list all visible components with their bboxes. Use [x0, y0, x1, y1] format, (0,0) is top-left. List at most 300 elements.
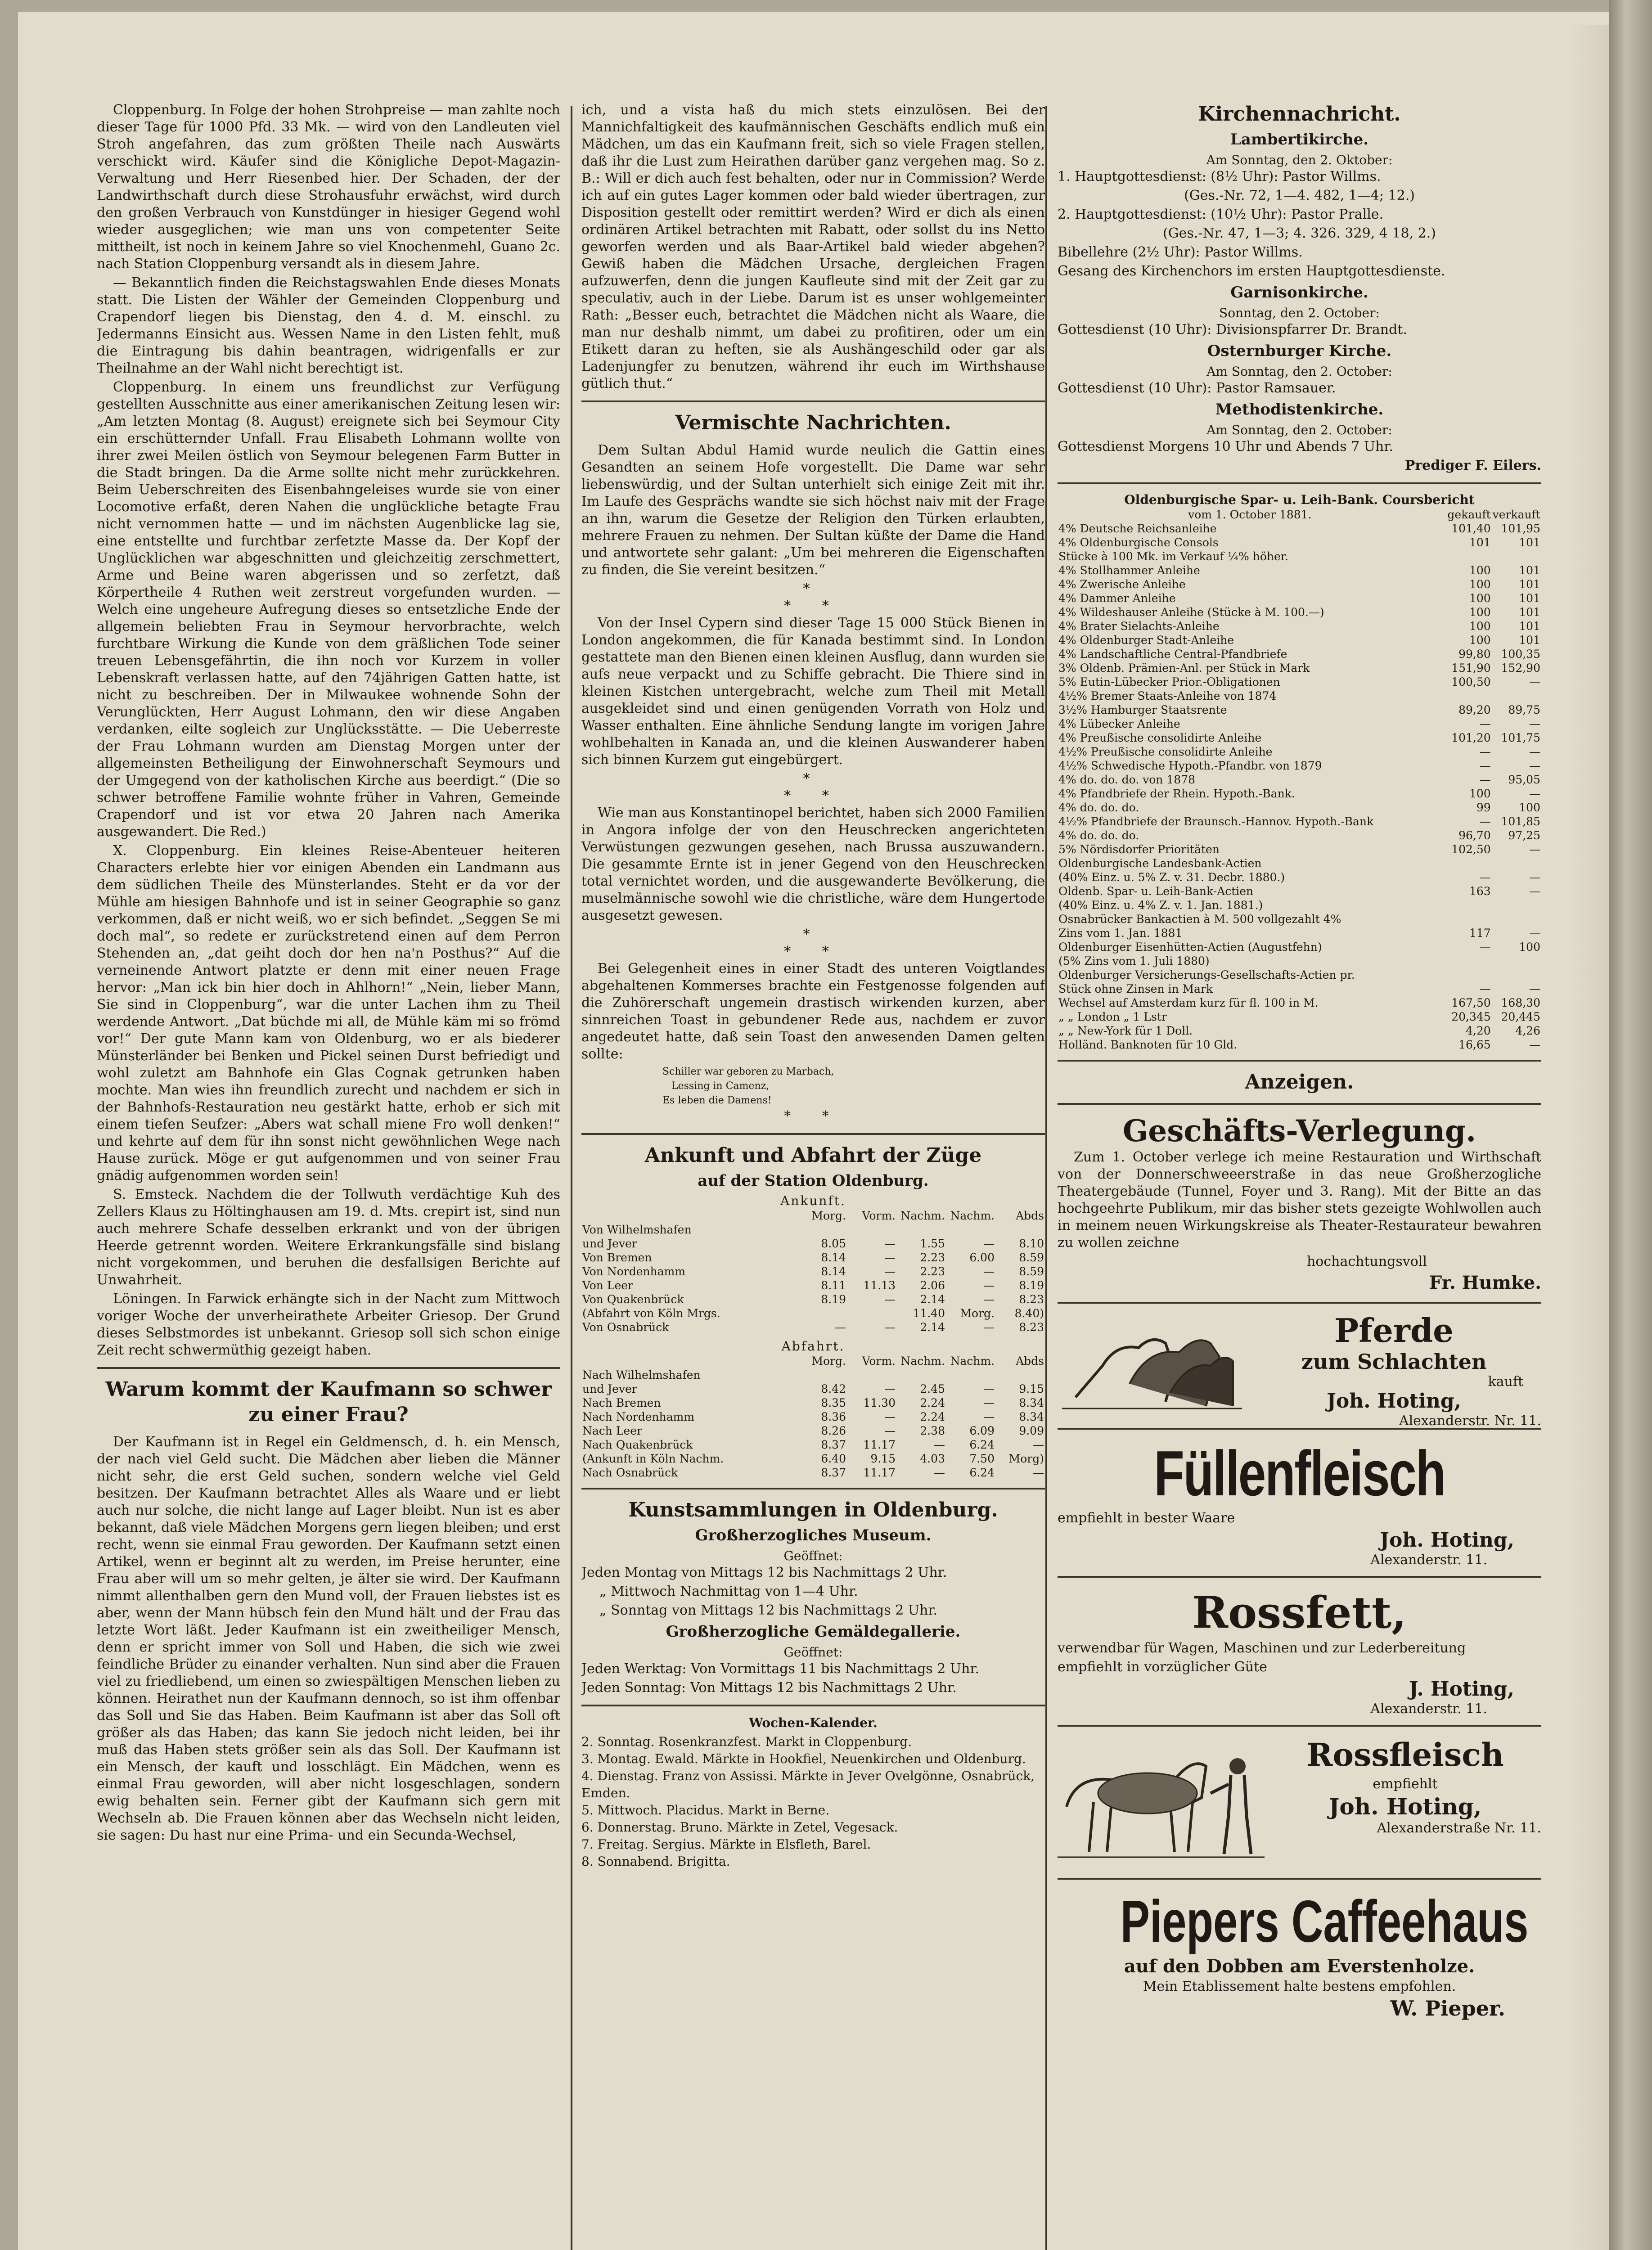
timetable-subtitle: auf der Station Oldenburg.	[698, 1172, 929, 1190]
row-label: Stück ohne Zinsen in Mark	[1058, 982, 1213, 995]
row-value: —	[884, 1251, 896, 1264]
church-date: Am Sonntag, den 2. Oktober:	[1206, 153, 1393, 167]
row-value: 2.14	[920, 1321, 945, 1334]
ad-signature: Joh. Hoting,	[1328, 1793, 1482, 1820]
row-label: Zins vom 1. Jan. 1881	[1058, 927, 1183, 940]
ad-signature: Joh. Hoting,	[1380, 1529, 1514, 1552]
row-value: Morg)	[1008, 1452, 1044, 1465]
row-value: 100	[1519, 801, 1540, 814]
column-header: Abds	[1016, 1209, 1044, 1222]
row-value: 168,30	[1501, 996, 1540, 1009]
row-label: 4% do. do. do. von 1878	[1058, 773, 1195, 786]
service-line: Gottesdienst Morgens 10 Uhr und Abends 7 Uhr.	[1058, 439, 1393, 454]
row-value: —	[835, 1321, 846, 1334]
church-date: Am Sonntag, den 2. October:	[1206, 423, 1392, 437]
section-divider	[1058, 1103, 1541, 1105]
heading-kaufmann: Warum kommt der Kaufmann so schwer zu einer Frau?	[105, 1378, 552, 1426]
column-rule-2	[1045, 106, 1047, 2250]
row-value: 100	[1469, 620, 1491, 633]
row-label: Von Quakenbrück	[582, 1293, 684, 1306]
row-value: 6.24	[969, 1466, 995, 1479]
article-sultan: Dem Sultan Abdul Hamid wurde neulich die Gattin eines Gesandten an seinem Hofe vorgestellt. Die Dame war sehr liebenswürdig, und der Sultan unterhielt sich einige Zeit mit ihr. Im Laufe des Gesprächs wandte sie sich höchst naiv mit der Frage an ihn, warum die Gesetze der Religion den Türken erlaubten, mehrere Frauen zu nehmen. Der Sultan küßte der Dame die Hand und antwortete sehr galant: „Um bei mehreren die Eigenschaften zu finden, die Sie vereint besitzen.“	[581, 442, 1045, 578]
row-value: Morg.	[960, 1307, 995, 1320]
museum-hours-line: Jeden Montag von Mittags 12 bis Nachmittags 2 Uhr.	[581, 1565, 947, 1580]
row-value: —	[983, 1410, 995, 1423]
row-value: 8.10	[1019, 1237, 1044, 1250]
row-value: —	[1479, 759, 1491, 772]
row-value	[946, 1368, 995, 1382]
table-row	[1058, 773, 1541, 787]
row-value: 4,26	[1515, 1024, 1540, 1037]
ad-text: verwendbar für Wagen, Maschinen und zur Lederbereitung	[1058, 1640, 1466, 1656]
row-value: 101	[1519, 606, 1540, 619]
column-header: Nachm.	[900, 1354, 945, 1368]
row-value: 100	[1469, 606, 1491, 619]
table-row	[1058, 814, 1541, 828]
ad-text: kauft	[1488, 1374, 1523, 1390]
row-value: 2.24	[920, 1410, 945, 1423]
calendar-entry: 2. Sonntag. Rosenkranzfest. Markt in Cloppenburg.	[581, 1734, 912, 1749]
table-row	[1058, 689, 1541, 703]
row-value: 101,85	[1501, 815, 1540, 828]
row-value: 7.50	[969, 1452, 995, 1465]
church-name: Methodistenkirche.	[1215, 400, 1384, 418]
ad-fuellenfleisch	[1058, 1438, 1541, 1568]
column-header: Morg.	[811, 1209, 846, 1222]
table-row	[1058, 605, 1541, 619]
table-row	[581, 1452, 1045, 1466]
section-divider	[581, 1488, 1045, 1490]
row-value: 101,95	[1501, 522, 1540, 535]
museum-open-label: Geöffnet:	[783, 1548, 843, 1563]
museum-title: Kunstsammlungen in Oldenburg.	[628, 1498, 998, 1521]
gallery-heading: Großherzogliche Gemäldegallerie.	[666, 1623, 961, 1641]
table-row	[1058, 745, 1541, 759]
horses-illustration	[1062, 1316, 1242, 1415]
toast-poem	[662, 1065, 1045, 1108]
row-label: (40% Einz. u. 5% Z. v. 31. Decbr. 1880.)	[1058, 871, 1285, 884]
gallery-open-label: Geöffnet:	[783, 1645, 843, 1660]
row-value: 95,05	[1508, 773, 1540, 786]
row-value	[1492, 856, 1541, 870]
row-label: 4% do. do. do.	[1058, 801, 1139, 814]
section-divider	[1058, 1302, 1541, 1304]
gallery-hours-line: Jeden Sonntag: Von Mittags 12 bis Nachmittags 2 Uhr.	[581, 1680, 957, 1696]
row-value: 102,50	[1451, 843, 1491, 856]
column-header: Morg.	[811, 1354, 846, 1368]
table-row	[1058, 661, 1541, 675]
row-label: Oldenburgische Landesbank-Actien	[1058, 857, 1262, 870]
church-title: Kirchennachricht.	[1198, 103, 1401, 126]
ad-headline: Piepers Caffeehaus	[1120, 1888, 1529, 1954]
row-value: —	[1529, 675, 1540, 688]
service-line: Gottesdienst (10 Uhr): Divisionspfarrer Dr. Brandt.	[1058, 322, 1407, 338]
rates-rows	[1058, 522, 1541, 1052]
row-label: Nach Wilhelmshafen	[582, 1368, 701, 1382]
row-value: 101,20	[1451, 731, 1491, 744]
row-value: 2.45	[920, 1382, 945, 1395]
table-row	[1058, 801, 1541, 814]
row-value: —	[1479, 773, 1491, 786]
rates-title: Oldenburgische Spar- u. Leih-Bank. Coursbericht	[1124, 492, 1475, 507]
table-row	[1058, 884, 1541, 898]
row-value: 11.40	[913, 1307, 945, 1320]
departure-table	[581, 1354, 1045, 1480]
row-value: 101,75	[1501, 731, 1540, 744]
row-value	[995, 1223, 1045, 1237]
table-row	[1058, 842, 1541, 856]
row-value	[896, 1223, 946, 1237]
row-label: 4% Lübecker Anleihe	[1058, 717, 1180, 730]
row-value: 100	[1469, 787, 1491, 800]
row-value	[797, 1306, 847, 1320]
article-reise-abenteuer: X. Cloppenburg. Ein kleines Reise-Abenteuer heiteren Characters erlebte hier vor einigen Abenden ein Landmann aus dem südlichen Theile des Münsterlandes. Steht er da vor der Mühle am hiesigen Bahnhofe und ist in seiner Geographie so ganz verkommen, daß er nicht weiß, wo er sich befindet. „Seggen Se mi doch mal“, so redete er zurückstretend einen auf dem Perron Stehenden an, „dat geiht doch dor hen na'n Posthus?“ Auf die verneinende Antwort platzte er denn mit einer neuen Frage hervor: „Man ick bin hier doch in Ahlhorn!“ „Nein, lieber Mann, Sie sind in Cloppenburg“, war die unter Lachen ihm zu Theil werdende Antwort. „Dat büchde mi all, de Mühle käm mi so frömd vor!“ Der gute Mann kam von Oldenburg, wo er als biederer Münsterländer bei Benken und Pickel seinen Durst befriedigt und wohl zuletzt am Bahnhofe ein Glas Cognak getrunken haben mochte. Man wies ihn freundlich zurecht und nachdem er sich in der Bahnhofs-Restauration neu gestärkt hatte, erhob er sich mit einem tiefen Seufzer: „Abers wat schall miene Fro woll denken!“ und kehrte auf dem für ihn sonst nicht gewöhnlichen Wege nach Hause zurück. Möge er gut aufgenommen und von seiner Frau gnädig aufgenommen worden sein!	[97, 843, 560, 1184]
exchange-rates	[1058, 492, 1541, 1052]
row-value: 101	[1519, 620, 1540, 633]
section-divider	[1058, 1725, 1541, 1727]
row-value: 2.06	[920, 1279, 945, 1292]
table-row	[581, 1320, 1045, 1334]
ad-rossfett	[1058, 1586, 1541, 1717]
row-label: 4% do. do. do.	[1058, 829, 1139, 842]
museum-heading: Großherzogliches Museum.	[695, 1526, 932, 1544]
row-value: 9.15	[1019, 1382, 1044, 1395]
row-value: —	[934, 1466, 945, 1479]
table-row	[1058, 549, 1541, 563]
row-value	[1492, 954, 1541, 968]
row-value: 8.34	[1019, 1410, 1044, 1423]
row-label: 5% Eutin-Lübecker Prior.-Obligationen	[1058, 675, 1280, 688]
table-row	[581, 1410, 1045, 1424]
row-value: 117	[1469, 927, 1491, 940]
rates-date: vom 1. October 1881.	[1188, 508, 1312, 521]
table-row	[1058, 940, 1541, 954]
service-line: 1. Hauptgottesdienst: (8½ Uhr): Pastor Willms.	[1058, 169, 1381, 184]
row-value: 8.35	[821, 1396, 846, 1409]
row-value: 20,345	[1451, 1010, 1491, 1023]
row-label: „ „ New-York für 1 Doll.	[1058, 1024, 1193, 1037]
row-value: —	[884, 1382, 896, 1395]
row-value: 101	[1519, 578, 1540, 591]
row-value	[1492, 912, 1541, 926]
row-value: 9.09	[1019, 1424, 1044, 1437]
row-value: 4,20	[1466, 1024, 1491, 1037]
row-label: Nach Osnabrück	[582, 1466, 678, 1479]
poem-line: Es leben die Damens!	[662, 1095, 772, 1106]
table-row	[1058, 633, 1541, 647]
row-label: 4% Wildeshauser Anleihe (Stücke à M. 100.—)	[1058, 606, 1324, 619]
row-label: und Jever	[582, 1237, 637, 1250]
column-header: Nachm.	[950, 1209, 995, 1222]
row-label: Oldenburger Versicherungs-Gesellschafts-Actien pr.	[1058, 968, 1355, 981]
ad-signature: Fr. Humke.	[1429, 1272, 1541, 1293]
row-value: 8.23	[1019, 1321, 1044, 1334]
column-header: Abds	[1016, 1354, 1044, 1368]
ad-text: empfiehlt in vorzüglicher Güte	[1058, 1659, 1267, 1675]
row-label: 4% Oldenburgische Consols	[1058, 536, 1219, 549]
row-value: 8.40)	[1014, 1307, 1044, 1320]
row-label: 4% Pfandbriefe der Rhein. Hypoth.-Bank.	[1058, 787, 1295, 800]
row-value: 6.40	[821, 1452, 846, 1465]
poem-line: Lessing in Camenz,	[671, 1080, 770, 1092]
ad-rossfleisch	[1058, 1735, 1541, 1870]
row-label: 3½% Hamburger Staatsrente	[1058, 703, 1227, 716]
ad-headline: Pferde	[1334, 1311, 1454, 1350]
row-label: Wechsel auf Amsterdam kurz für fl. 100 in M.	[1058, 996, 1319, 1009]
row-value	[1442, 856, 1492, 870]
row-label: 4% Dammer Anleihe	[1058, 592, 1176, 605]
row-value: 4.03	[920, 1452, 945, 1465]
table-row	[1058, 522, 1541, 536]
row-value: 2.24	[920, 1396, 945, 1409]
row-value: —	[1479, 815, 1491, 828]
hymn-numbers: (Ges.-Nr. 72, 1—4. 482, 1—4; 12.)	[1184, 188, 1415, 203]
section-divider	[1058, 1060, 1541, 1062]
row-value	[995, 1368, 1045, 1382]
table-row	[1058, 828, 1541, 842]
row-label: 4% Landschaftliche Central-Pfandbriefe	[1058, 648, 1287, 661]
row-value: —	[884, 1424, 896, 1437]
ad-headline: Füllenfleisch	[1154, 1438, 1445, 1509]
row-value: 100	[1469, 592, 1491, 605]
row-value	[797, 1368, 847, 1382]
table-row	[581, 1438, 1045, 1452]
newspaper-page	[18, 12, 1611, 2250]
section-divider	[97, 1367, 560, 1369]
table-row	[581, 1237, 1045, 1251]
row-label: Nach Leer	[582, 1424, 642, 1437]
row-value: 8.42	[821, 1382, 846, 1395]
row-value: —	[1033, 1438, 1044, 1451]
row-value	[797, 1223, 847, 1237]
row-label: Oldenb. Spar- u. Leih-Bank-Actien	[1058, 885, 1254, 898]
service-line: Bibellehre (2½ Uhr): Pastor Willms.	[1058, 244, 1303, 260]
row-value: —	[1479, 871, 1491, 884]
rates-table	[1058, 508, 1541, 1052]
ad-title: Geschäfts-Verlegung.	[1122, 1113, 1476, 1148]
row-label: Holländ. Banknoten für 10 Gld.	[1058, 1038, 1238, 1051]
table-row	[1058, 912, 1541, 926]
row-value: 2.14	[920, 1293, 945, 1306]
row-label: Nach Nordenhamm	[582, 1410, 695, 1423]
row-value: 11.17	[863, 1438, 896, 1451]
book-gutter	[1609, 0, 1652, 2250]
row-label: (Ankunft in Köln Nachm.	[582, 1452, 724, 1465]
row-label: 4% Deutsche Reichsanleihe	[1058, 522, 1217, 535]
row-value: 9.15	[870, 1452, 896, 1465]
column-header: Vorm.	[862, 1209, 896, 1222]
row-label: 4½% Pfandbriefe der Braunsch.-Hannov. Hypoth.-Bank	[1058, 815, 1374, 828]
row-value: 1.55	[920, 1237, 945, 1250]
calendar-entry: 4. Dienstag. Franz von Assissi. Märkte in Jever Ovelgönne, Osnabrück, Emden.	[581, 1768, 1035, 1800]
row-value: 101	[1519, 634, 1540, 647]
row-value: 100,50	[1451, 675, 1491, 688]
row-value: 100	[1469, 578, 1491, 591]
row-value: 6.24	[969, 1438, 995, 1451]
table-row	[581, 1396, 1045, 1410]
row-value: 151,90	[1451, 662, 1491, 675]
row-value	[1492, 689, 1541, 703]
poem-line: Schiller war geboren zu Marbach,	[662, 1066, 834, 1077]
table-row	[1058, 1038, 1541, 1052]
service-line: Gottesdienst (10 Uhr): Pastor Ramsauer.	[1058, 380, 1336, 396]
ad-text: empfiehlt	[1373, 1776, 1438, 1792]
row-value: 11.17	[863, 1466, 896, 1479]
row-value: 16,65	[1458, 1038, 1491, 1051]
ad-signature: Joh. Hoting,	[1327, 1390, 1461, 1413]
table-row	[1058, 577, 1541, 591]
museum-hours-line: „ Sonntag von Mittags 12 bis Nachmittags 2 Uhr.	[599, 1602, 938, 1618]
table-row	[1058, 954, 1541, 968]
row-value: 8.26	[821, 1424, 846, 1437]
row-label: Von Leer	[582, 1279, 634, 1292]
row-value: 11.13	[863, 1279, 896, 1292]
gallery-hours-line: Jeden Werktag: Von Vormittags 11 bis Nachmittags 2 Uhr.	[581, 1661, 980, 1677]
column-1	[97, 102, 560, 2250]
article-reichstagswahlen: — Bekanntlich finden die Reichstagswahlen Ende dieses Monats statt. Die Listen der Wähler der Gemeinden Cloppenburg und Crapendorf liegen bis Dienstag, den 4. d. M. einschl. zu Jedermanns Einsicht aus. Wessen Name in den Listen fehlt, muß die Eintragung bis dahin beantragen, widrigenfalls er zur Theilnahme an der Wahl nicht berechtigt ist.	[97, 275, 560, 376]
row-value	[847, 1223, 896, 1237]
departure-heading: Abfahrt.	[781, 1339, 845, 1354]
row-value: 96,70	[1458, 829, 1491, 842]
article-emsteck: S. Emsteck. Nachdem die der Tollwuth verdächtige Kuh des Zellers Klaus zu Höltinghausen am 19. d. Mts. crepirt ist, sind nun auch mehrere Schafe desselben erkrankt und von der übrigen Heerde getrennt worden. Weitere Erkrankungsfälle sind bislang nicht vorgekommen, und beruhen die desfallsigen Berichte auf Unwahrheit.	[97, 1187, 560, 1288]
row-value: 11.30	[863, 1396, 896, 1409]
row-value	[1442, 954, 1492, 968]
row-value: 97,25	[1508, 829, 1540, 842]
row-value: 8.19	[1019, 1279, 1044, 1292]
row-value: 167,50	[1451, 996, 1491, 1009]
column-rule-1	[571, 106, 572, 2250]
column-header: Nachm.	[950, 1354, 995, 1368]
row-value: —	[1529, 927, 1540, 940]
departure-rows	[581, 1368, 1045, 1480]
table-row	[581, 1251, 1045, 1264]
row-value: —	[884, 1410, 896, 1423]
week-calendar	[581, 1714, 1045, 1870]
row-label: 4% Oldenburger Stadt-Anleihe	[1058, 634, 1234, 647]
row-label: 4% Brater Sielachts-Anleihe	[1058, 620, 1220, 633]
row-value: 101	[1469, 536, 1491, 549]
table-row	[1058, 926, 1541, 940]
row-value: 2.38	[920, 1424, 945, 1437]
row-value: —	[884, 1293, 896, 1306]
row-value: 99,80	[1458, 648, 1491, 661]
row-value: 100	[1469, 564, 1491, 577]
row-value: 8.34	[1019, 1396, 1044, 1409]
table-row	[581, 1223, 1045, 1237]
row-value: 8.14	[821, 1265, 846, 1278]
ad-text: empfiehlt in bester Waare	[1058, 1510, 1235, 1526]
row-value: 152,90	[1501, 662, 1540, 675]
row-label: 3% Oldenb. Prämien-Anl. per Stück in Mark	[1058, 662, 1310, 675]
article-bienen: Von der Insel Cypern sind dieser Tage 15 000 Stück Bienen in London angekommen, die für Kanada bestimmt sind. In London gestattete man den Bienen einen kleinen Ausflug, dann wurden sie aufs neue verpackt und zu Schiffe gebracht. Die Thiere sind in kleinen Kistchen untergebracht, welche zum Theil mit Metall ausgekleidet sind und einen genügenden Vorrath von Holz und Wasser enthalten. Eine ähnliche Sendung langte im vorigen Jahre wohlbehalten in Kanada an, und die kleinen Auswanderer haben sich binnen Kurzem gut eingebürgert.	[581, 615, 1045, 768]
row-value	[1492, 898, 1541, 912]
train-timetable	[581, 1143, 1045, 1480]
timetable-title: Ankunft und Abfahrt der Züge	[644, 1144, 982, 1167]
row-value	[1492, 968, 1541, 982]
ad-pferde	[1058, 1311, 1541, 1429]
row-value: 89,75	[1508, 703, 1540, 716]
museum-hours-line: „ Mittwoch Nachmittag von 1—4 Uhr.	[599, 1584, 858, 1599]
calendar-entry: 6. Donnerstag. Bruno. Märkte in Zetel, Vegesack.	[581, 1820, 898, 1835]
row-value: —	[1529, 1038, 1540, 1051]
table-row	[1058, 898, 1541, 912]
column-header: Nachm.	[900, 1209, 945, 1222]
row-value: 99	[1476, 801, 1491, 814]
row-value: 8.59	[1019, 1265, 1044, 1278]
preacher: Prediger F. Eilers.	[1404, 458, 1541, 473]
table-row	[581, 1292, 1045, 1306]
row-value	[1442, 968, 1492, 982]
row-value: —	[983, 1237, 995, 1250]
ad-text: Mein Etablissement halte bestens empfohlen.	[1143, 1979, 1456, 1994]
table-row	[581, 1278, 1045, 1292]
separator-asterisks: * * *	[784, 581, 842, 614]
table-row	[1058, 856, 1541, 870]
table-row	[1058, 647, 1541, 661]
church-name: Lambertikirche.	[1230, 130, 1369, 148]
row-value: —	[1529, 871, 1540, 884]
column-header: verkauft	[1492, 508, 1540, 521]
row-value: —	[983, 1382, 995, 1395]
separator-asterisks: * * *	[784, 771, 842, 804]
ad-signature: W. Pieper.	[1390, 1996, 1505, 2020]
table-row	[1058, 1024, 1541, 1038]
table-row	[1058, 982, 1541, 996]
ad-headline: Rossfleisch	[1306, 1736, 1504, 1773]
row-label: Von Bremen	[582, 1251, 652, 1264]
row-value	[1442, 898, 1492, 912]
church-name: Garnisonkirche.	[1230, 284, 1368, 302]
ad-geschaefts-verlegung	[1058, 1113, 1541, 1294]
service-line: Gesang des Kirchenchors im ersten Hauptgottesdienste.	[1058, 263, 1445, 279]
table-row	[1058, 996, 1541, 1010]
row-value	[1442, 689, 1492, 703]
row-label: 4% Preußische consolidirte Anleihe	[1058, 731, 1262, 744]
column-2	[581, 102, 1045, 2250]
section-divider	[581, 400, 1045, 402]
article-kaufmann: Der Kaufmann ist in Regel ein Geldmensch, d. h. ein Mensch, der nach viel Geld sucht. Die Mädchen aber lieben die Männer nicht sehr, die erst Geld suchen, sondern welche viel Geld besitzen. Der Kaufmann betrachtet Alles als Waare und er liebt auch nur solche, die nicht lange auf Lager bleibt. Nun ist es aber bekannt, daß viele Mädchen Morgens gern liegen bleiben; und erst recht, wenn sie einmal Frau geworden. Der Kaufmann setzt einen Artikel, wenn er beginnt alt zu werden, im Preise herunter, eine Frau aber will um so mehr gelten, je älter sie wird. Der Kaufmann nimmt allenthalben gern den Mund voll, der Frauen liebstes ist es aber, wenn der Mann hübsch fein den Mund hält und der Frau das letzte Wort läßt. Jeder Kaufmann ist ein zweitheiliger Mensch, denn er spricht immer von Soll und Haben, die sich wie zwei feindliche Brüder zu einander verhalten. Nun sind aber die Frauen viel zu friedliebend, um einen so zwiespältigen Menschen lieben zu können. Heirathet nun der Kaufmann dennoch, so ist ihm offenbar das Soll und Sie das Haben. Beim Kaufmann ist aber das Soll oft größer als das Haben; das kann Sie jedoch nicht leiden, bei ihr muß das Haben stets größer sein als das Soll. Der Kaufmann ist ein Mensch, der kauft und losschlägt. Ein Mädchen, wenn es einmal Frau geworden, will aber nicht losgeschlagen, sondern ewig behalten sein. Ferner gibt der Kaufmann sich gern mit Wechseln ab. Die Frauen können aber das Wechseln nicht leiden, sie sagen: Du hast nur eine Prima- und ein Secunda-Wechsel,	[97, 1434, 560, 1843]
row-value: 2.23	[920, 1265, 945, 1278]
row-value	[1442, 549, 1492, 563]
ads-heading: Anzeigen.	[1245, 1071, 1354, 1094]
row-value: —	[983, 1321, 995, 1334]
ad-signature: J. Hoting,	[1409, 1678, 1514, 1701]
row-value: 8.37	[821, 1438, 846, 1451]
row-value: —	[1529, 717, 1540, 730]
row-value: —	[1479, 717, 1491, 730]
hymn-numbers: (Ges.-Nr. 47, 1—3; 4. 326. 329, 4 18, 2.)	[1163, 225, 1436, 241]
table-row	[581, 1368, 1045, 1382]
row-label: (5% Zins vom 1. Juli 1880)	[1058, 954, 1210, 968]
table-header-row	[581, 1354, 1045, 1368]
calendar-entry: 5. Mittwoch. Placidus. Markt in Berne.	[581, 1803, 830, 1818]
row-value: 100	[1519, 940, 1540, 954]
row-label: 4% Stollhammer Anleihe	[1058, 564, 1200, 577]
row-label: 4½% Preußische consolidirte Anleihe	[1058, 745, 1273, 758]
row-value: 101	[1519, 592, 1540, 605]
row-label: Stücke à 100 Mk. im Verkauf ¼% höher.	[1058, 550, 1288, 563]
calendar-entry: 7. Freitag. Sergius. Märkte in Elsfleth, Barel.	[581, 1837, 871, 1852]
table-row	[581, 1424, 1045, 1438]
church-name: Osternburger Kirche.	[1207, 342, 1392, 360]
row-label: Nach Bremen	[582, 1396, 661, 1409]
row-value: —	[1479, 745, 1491, 758]
row-label: Nach Quakenbrück	[582, 1438, 693, 1451]
row-label: und Jever	[582, 1382, 637, 1395]
section-divider	[581, 1133, 1045, 1135]
row-value: 8.36	[821, 1410, 846, 1423]
row-value: —	[1033, 1466, 1044, 1479]
